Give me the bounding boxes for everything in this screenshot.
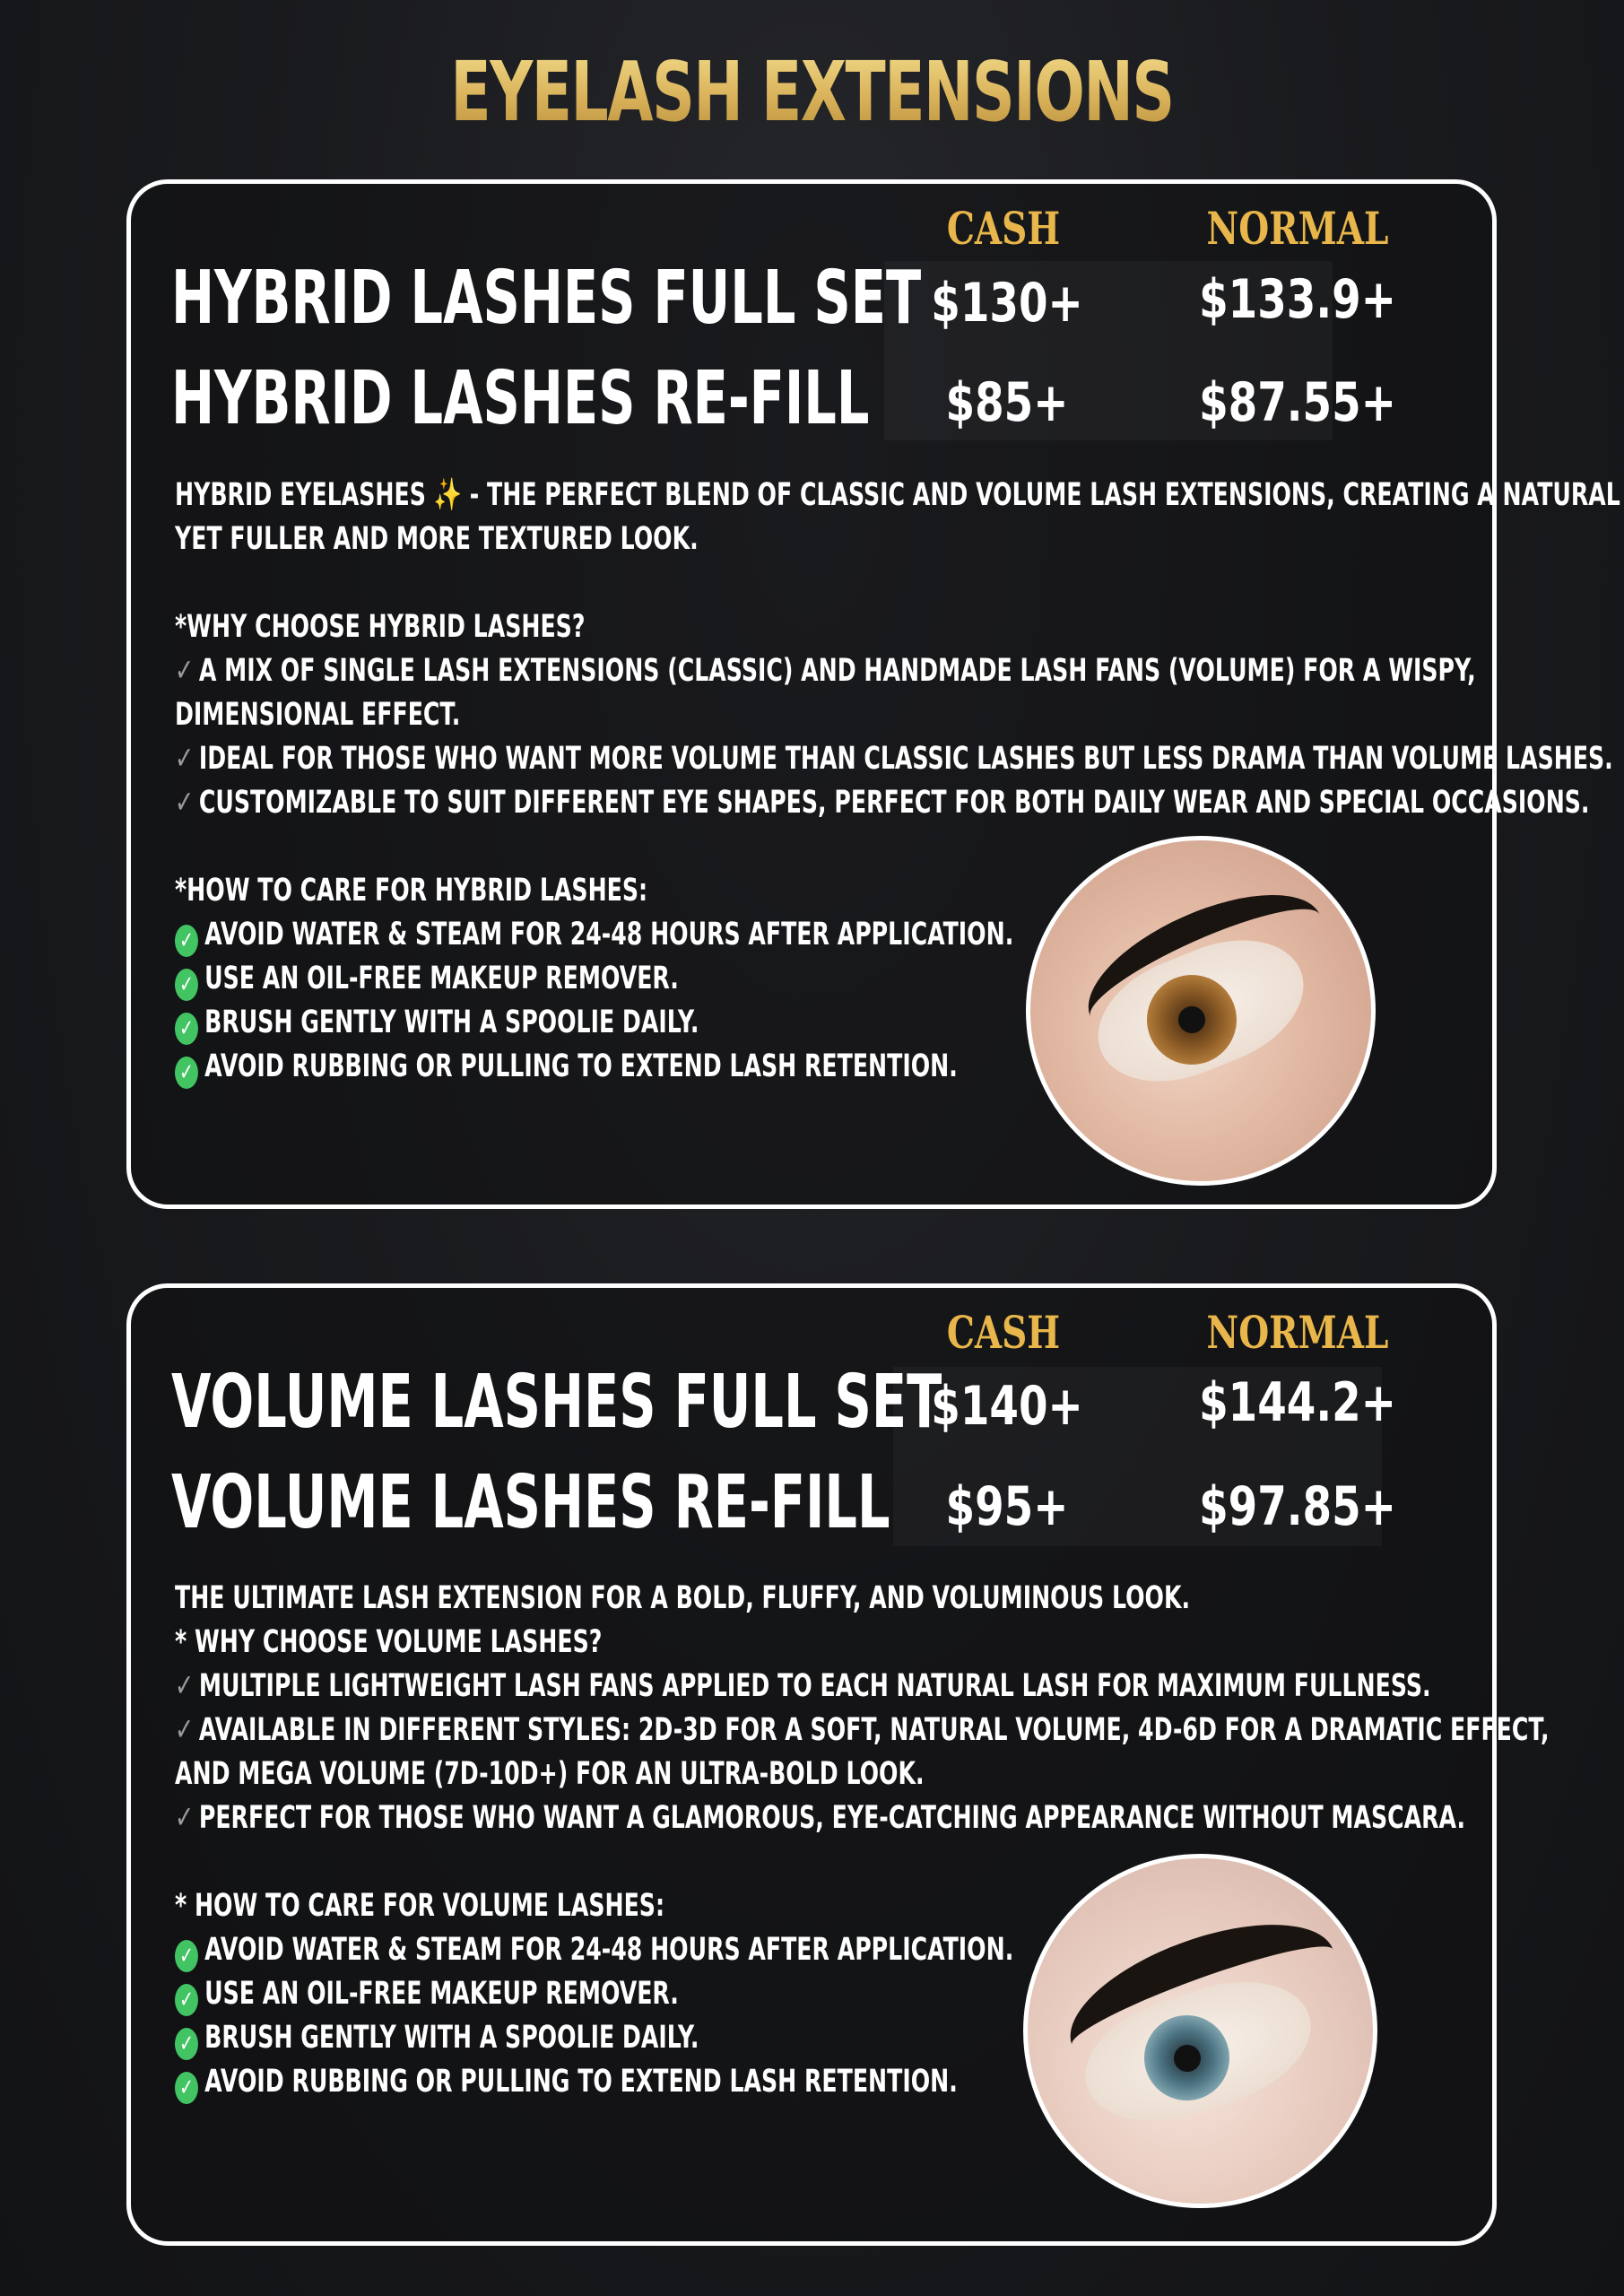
care-item: ✓ AVOID RUBBING OR PULLING TO EXTEND LASH RETENTION. (175, 1045, 1091, 1089)
cash-price: $85+ (945, 371, 1069, 434)
normal-price: $97.85+ (1199, 1475, 1396, 1538)
why-heading: * WHY CHOOSE VOLUME LASHES? (175, 1624, 603, 1660)
sparkle-icon: ✨ (433, 477, 463, 513)
list-item: ✓ CUSTOMIZABLE TO SUIT DIFFERENT EYE SHAPES, PERFECT FOR BOTH DAILY WEAR AND SPECIAL OCCASIONS. (175, 781, 1091, 825)
checkmark-icon: ✓ (175, 1800, 195, 1836)
green-check-icon: ✓ (175, 2072, 198, 2104)
list-item-continuation: DIMENSIONAL EFFECT. (175, 697, 461, 733)
cash-column-header: CASH (946, 202, 1061, 255)
checkmark-icon: ✓ (175, 785, 195, 821)
intro-line: THE ULTIMATE LASH EXTENSION FOR A BOLD, FLUFFY, AND VOLUMINOUS LOOK. (175, 1580, 1191, 1616)
cash-column-header: CASH (946, 1306, 1061, 1359)
service-name: HYBRID LASHES RE-FILL (171, 356, 870, 441)
care-item: ✓ USE AN OIL-FREE MAKEUP REMOVER. (175, 957, 1091, 1001)
intro-line: YET FULLER AND MORE TEXTURED LOOK. (175, 521, 699, 557)
cash-price: $140+ (931, 1375, 1083, 1438)
care-heading: * HOW TO CARE FOR VOLUME LASHES: (175, 1888, 665, 1924)
care-item: ✓ AVOID WATER & STEAM FOR 24-48 HOURS AFTER APPLICATION. (175, 1928, 1091, 1972)
green-check-icon: ✓ (175, 1984, 198, 2016)
care-item: ✓ BRUSH GENTLY WITH A SPOOLIE DAILY. (175, 2016, 1091, 2060)
green-check-icon: ✓ (175, 2028, 198, 2060)
green-check-icon: ✓ (175, 1940, 198, 1972)
normal-price: $144.2+ (1199, 1371, 1396, 1434)
normal-column-header: NORMAL (1206, 202, 1389, 255)
volume-lashes-card (126, 1283, 1550, 2246)
green-check-icon: ✓ (175, 1057, 198, 1089)
checkmark-icon: ✓ (175, 741, 195, 777)
green-check-icon: ✓ (175, 925, 198, 957)
green-check-icon: ✓ (175, 969, 198, 1001)
page-title: EYELASH EXTENSIONS (228, 43, 1397, 142)
why-heading: *WHY CHOOSE HYBRID LASHES? (175, 609, 586, 645)
list-item: ✓ MULTIPLE LIGHTWEIGHT LASH FANS APPLIED TO EACH NATURAL LASH FOR MAXIMUM FULLNESS. (175, 1665, 1091, 1709)
normal-price: $87.55+ (1199, 371, 1396, 434)
list-item: ✓ AVAILABLE IN DIFFERENT STYLES: 2D-3D FOR A SOFT, NATURAL VOLUME, 4D-6D FOR A DRAMATIC EFFECT, (175, 1709, 1091, 1752)
cash-price: $95+ (945, 1475, 1069, 1538)
service-name: VOLUME LASHES FULL SET (171, 1360, 942, 1445)
service-name: HYBRID LASHES FULL SET (171, 256, 922, 341)
hybrid-lash-photo (1026, 836, 1376, 1186)
care-heading: *HOW TO CARE FOR HYBRID LASHES: (175, 873, 648, 909)
checkmark-icon: ✓ (175, 1712, 195, 1748)
checkmark-icon: ✓ (175, 1668, 195, 1704)
care-item: ✓ AVOID RUBBING OR PULLING TO EXTEND LASH RETENTION. (175, 2060, 1091, 2104)
normal-column-header: NORMAL (1206, 1306, 1389, 1359)
list-item: ✓ A MIX OF SINGLE LASH EXTENSIONS (CLASSIC) AND HANDMADE LASH FANS (VOLUME) FOR A WISPY, (175, 649, 1091, 693)
intro-line: HYBRID EYELASHES ✨ - THE PERFECT BLEND OF CLASSIC AND VOLUME LASH EXTENSIONS, CREATING A NATURAL (175, 477, 1620, 513)
hybrid-lashes-card (126, 179, 1620, 1209)
cash-price: $130+ (931, 272, 1083, 335)
list-item: ✓ PERFECT FOR THOSE WHO WANT A GLAMOROUS, EYE-CATCHING APPEARANCE WITHOUT MASCARA. (175, 1796, 1091, 1840)
green-check-icon: ✓ (175, 1013, 198, 1045)
volume-lash-photo (1023, 1854, 1377, 2208)
checkmark-icon: ✓ (175, 653, 195, 689)
list-item-continuation: AND MEGA VOLUME (7D-10D+) FOR AN ULTRA-BOLD LOOK. (175, 1756, 925, 1792)
service-name: VOLUME LASHES RE-FILL (171, 1460, 890, 1545)
care-item: ✓ AVOID WATER & STEAM FOR 24-48 HOURS AFTER APPLICATION. (175, 913, 1091, 957)
normal-price: $133.9+ (1199, 268, 1396, 331)
care-item: ✓ BRUSH GENTLY WITH A SPOOLIE DAILY. (175, 1001, 1091, 1045)
care-item: ✓ USE AN OIL-FREE MAKEUP REMOVER. (175, 1972, 1091, 2016)
list-item: ✓ IDEAL FOR THOSE WHO WANT MORE VOLUME THAN CLASSIC LASHES BUT LESS DRAMA THAN VOLUME LASHES. (175, 737, 1091, 781)
